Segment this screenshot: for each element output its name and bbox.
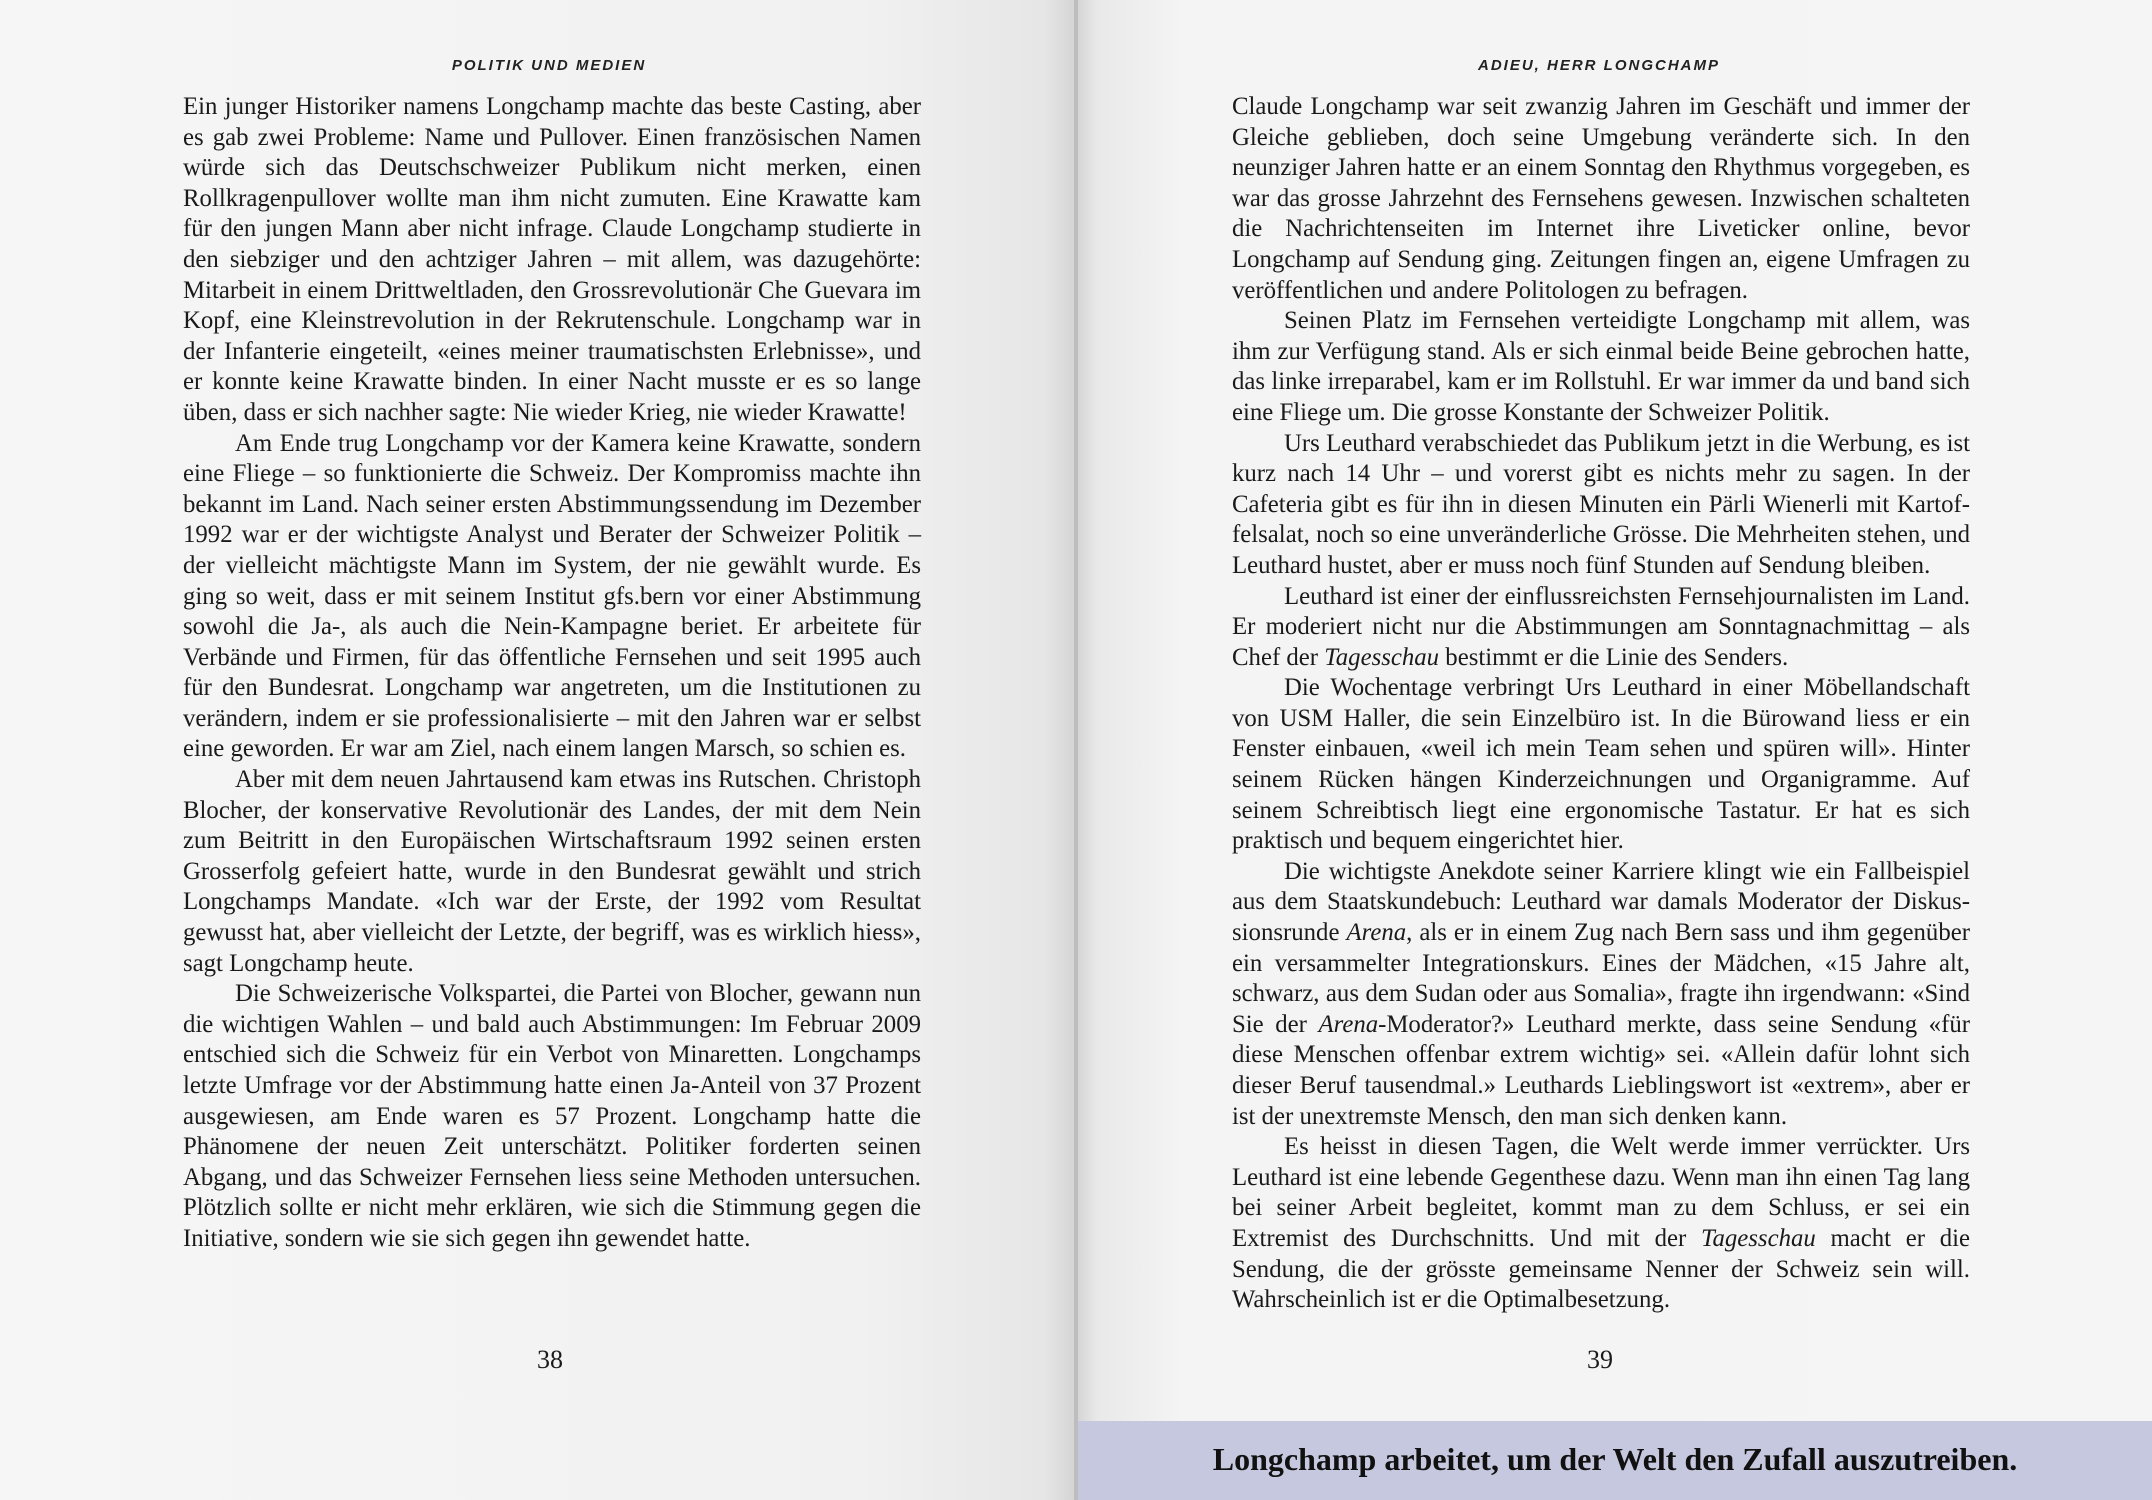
paragraph: Die Schweizerische Volkspartei, die Partei von Blocher, gewann nun die wichtigen Wahlen – und bald auch Abstimmungen: Im Februar 2009 entschied sich die Schweiz für ein Verbot von Minaretten. Longchamps letzte Umfrage vor der Abstimmung hatte einen Ja-Anteil von 37 Prozent ausgewiesen, am Ende waren es 57 Prozent. Longchamp hatte die Phänomene der neuen Zeit unterschätzt. Politiker forderten seinen Abgang, und das Schweizer Fernsehen liess seine Methoden untersuchen. Plötzlich sollte er nicht mehr erklären, wie sich die Stimmung gegen die Initiative, sondern wie sie sich gegen ihn gewendet hatte. (183, 980, 921, 1252)
page-number-left: 38 (537, 1345, 563, 1374)
running-head-left: POLITIK UND MEDIEN (451, 57, 647, 74)
caption-text: Longchamp arbeitet, um der Welt den Zufall auszutreiben. (1212, 1441, 2018, 1477)
caption-bar (1078, 1421, 2152, 1500)
paragraph: Am Ende trug Longchamp vor der Kamera keine Krawatte, sondern eine Fliege – so funktionierte die Schweiz. Der Kompromiss machte ihn bekannt im Land. Nach seiner ersten Abstimmungssendung im Dezember 1992 war er der wichtigste Analyst und Berater der Schweizer Politik – der vielleicht mächtigste Mann im System, der nie gewählt wurde. Es ging so weit, dass er mit seinem Institut gfs.bern vor einer Abstimmung sowohl die Ja-, als auch die Nein-Kampagne beriet. Er arbeitete für Verbände und Firmen, für das öffentliche Fernsehen und seit 1995 auch für den Bundesrat. Longchamp war angetreten, um die Institutionen zu verändern, indem er sie professionalisierte – mit den Jahren war er selbst eine geworden. Er war am Ziel, nach einem langen Marsch, so schien es. (183, 429, 921, 763)
body-text-right (1232, 92, 1970, 1316)
paragraph: Aber mit dem neuen Jahrtausend kam etwas ins Rutschen. Christoph Blocher, der konservative Revolutionär des Landes, der mit dem Nein zum Beitritt in den Europäischen Wirtschaftsraum 1992 seinen ersten Grosserfolg gefeiert hatte, wurde in den Bundesrat gewählt und strich Longchamps Mandate. «Ich war der Erste, der 1992 vom Resultat gewusst hat, aber vielleicht der Letzte, der begriff, was es wirklich hiess», sagt Longchamp heute. (183, 766, 921, 977)
paragraph: Claude Longchamp war seit zwanzig Jahren im Geschäft und immer der Gleiche geblieben, doch seine Umgebung veränderte sich. In den neunziger Jahren hatte er an einem Sonntag den Rhythmus vorgegeben, es war das grosse Jahrzehnt des Fernsehens gewesen. Inzwischen schalteten die Nachrichtenseiten im Internet ihre Liveticker online, bevor Longchamp auf Sendung ging. Zeitungen fingen an, eigene Umfragen zu veröffentlichen und andere Politologen zu befragen. (1232, 93, 1970, 304)
paragraph: Die wichtigste Anekdote seiner Karriere klingt wie ein Fallbeispiel aus dem Staatskundebuch: Leuthard war damals Moderator der Diskussionsrunde Arena, als er in einem Zug nach Bern sass und ihm gegenüber ein versammelter Integrationskurs. Eines der Mädchen, «15 Jahre alt, schwarz, aus dem Sudan oder aus Somalia», fragte ihn irgendwann: «Sind Sie der Arena-Moderator?» Leuthard merkte, dass seine Sendung «für diese Menschen offenbar extrem wichtig» sei. «Allein dafür lohnt sich dieser Beruf tausendmal.» Leuthards Lieblingswort ist «extrem», aber er ist der unextremste Mensch, den man sich denken kann. (1232, 857, 1970, 1130)
paragraph: Urs Leuthard verabschiedet das Publikum jetzt in die Werbung, es ist kurz nach 14 Uhr – und vorerst gibt es nichts mehr zu sagen. In der Cafeteria gibt es für ihn in diesen Minuten ein Pärli Wienerli mit Kartoffelsalat, noch so eine unveränderliche Grösse. Die Mehrheiten stehen, und Leuthard hustet, aber er muss noch fünf Stunden auf Sendung bleiben. (1232, 429, 1970, 579)
running-head-right: ADIEU, HERR LONGCHAMP (1477, 57, 1720, 74)
book-gutter (1074, 0, 1078, 1500)
paragraph: Leuthard ist einer der einflussreichsten Fernsehjournalisten im Land. Er moderiert nicht nur die Abstimmungen am Sonntagnachmittag – als Chef der Tagesschau bestimmt er die Linie des Senders. (1232, 582, 1970, 671)
paragraph: Seinen Platz im Fernsehen verteidigte Longchamp mit allem, was ihm zur Verfügung stand. Als er sich einmal beide Beine gebrochen hatte, das linke irreparabel, kam er im Rollstuhl. Er war immer da und band sich eine Fliege um. Die grosse Konstante der Schweizer Politik. (1232, 307, 1970, 426)
body-text-left (183, 92, 921, 1255)
paragraph: Die Wochentage verbringt Urs Leuthard in einer Möbellandschaft von USM Haller, die sein Einzelbüro ist. In die Bürowand liess er ein Fenster einbauen, «weil ich mein Team sehen und spüren will». Hinter seinem Rücken hängen Kinderzeichnungen und Organigramme. Auf seinem Schreibtisch liegt eine ergonomische Tastatur. Er hat es sich praktisch und bequem eingerichtet hier. (1232, 674, 1970, 855)
right-page (1076, 0, 2152, 1500)
paragraph: Es heisst in diesen Tagen, die Welt werde immer verrückter. Urs Leuthard ist eine lebende Gegenthese dazu. Wenn man ihn einen Tag lang bei seiner Arbeit begleitet, kommt man zu dem Schluss, er sei ein Extremist des Durchschnitts. Und mit der Tagesschau macht er die Sendung, die der grösste gemeinsame Nenner der Schweiz sein will. Wahrscheinlich ist er die Optimalbesetzung. (1232, 1133, 1970, 1314)
page-number-right: 39 (1587, 1345, 1613, 1374)
paragraph: Ein junger Historiker namens Longchamp machte das beste Casting, aber es gab zwei Probleme: Name und Pullover. Einen französischen Namen würde sich das Deutschschweizer Publikum nicht merken, einen Rollkragenpullover wollte man ihm nicht zumuten. Eine Krawatte kam für den jungen Mann aber nicht infrage. Claude Longchamp studierte in den siebziger und den achtziger Jahren – mit allem, was dazugehörte: Mitarbeit in einem Drittweltladen, den Grossrevolutionär Che Guevara im Kopf, eine Kleinstrevolution in der Rekrutenschule. Longchamp war in der Infanterie eingeteilt, «eines meiner traumatischsten Erlebnisse», und er konnte keine Krawatte binden. In einer Nacht musste er es so lange üben, dass er sich nachher sagte: Nie wieder Krieg, nie wieder Krawatte! (183, 93, 921, 426)
